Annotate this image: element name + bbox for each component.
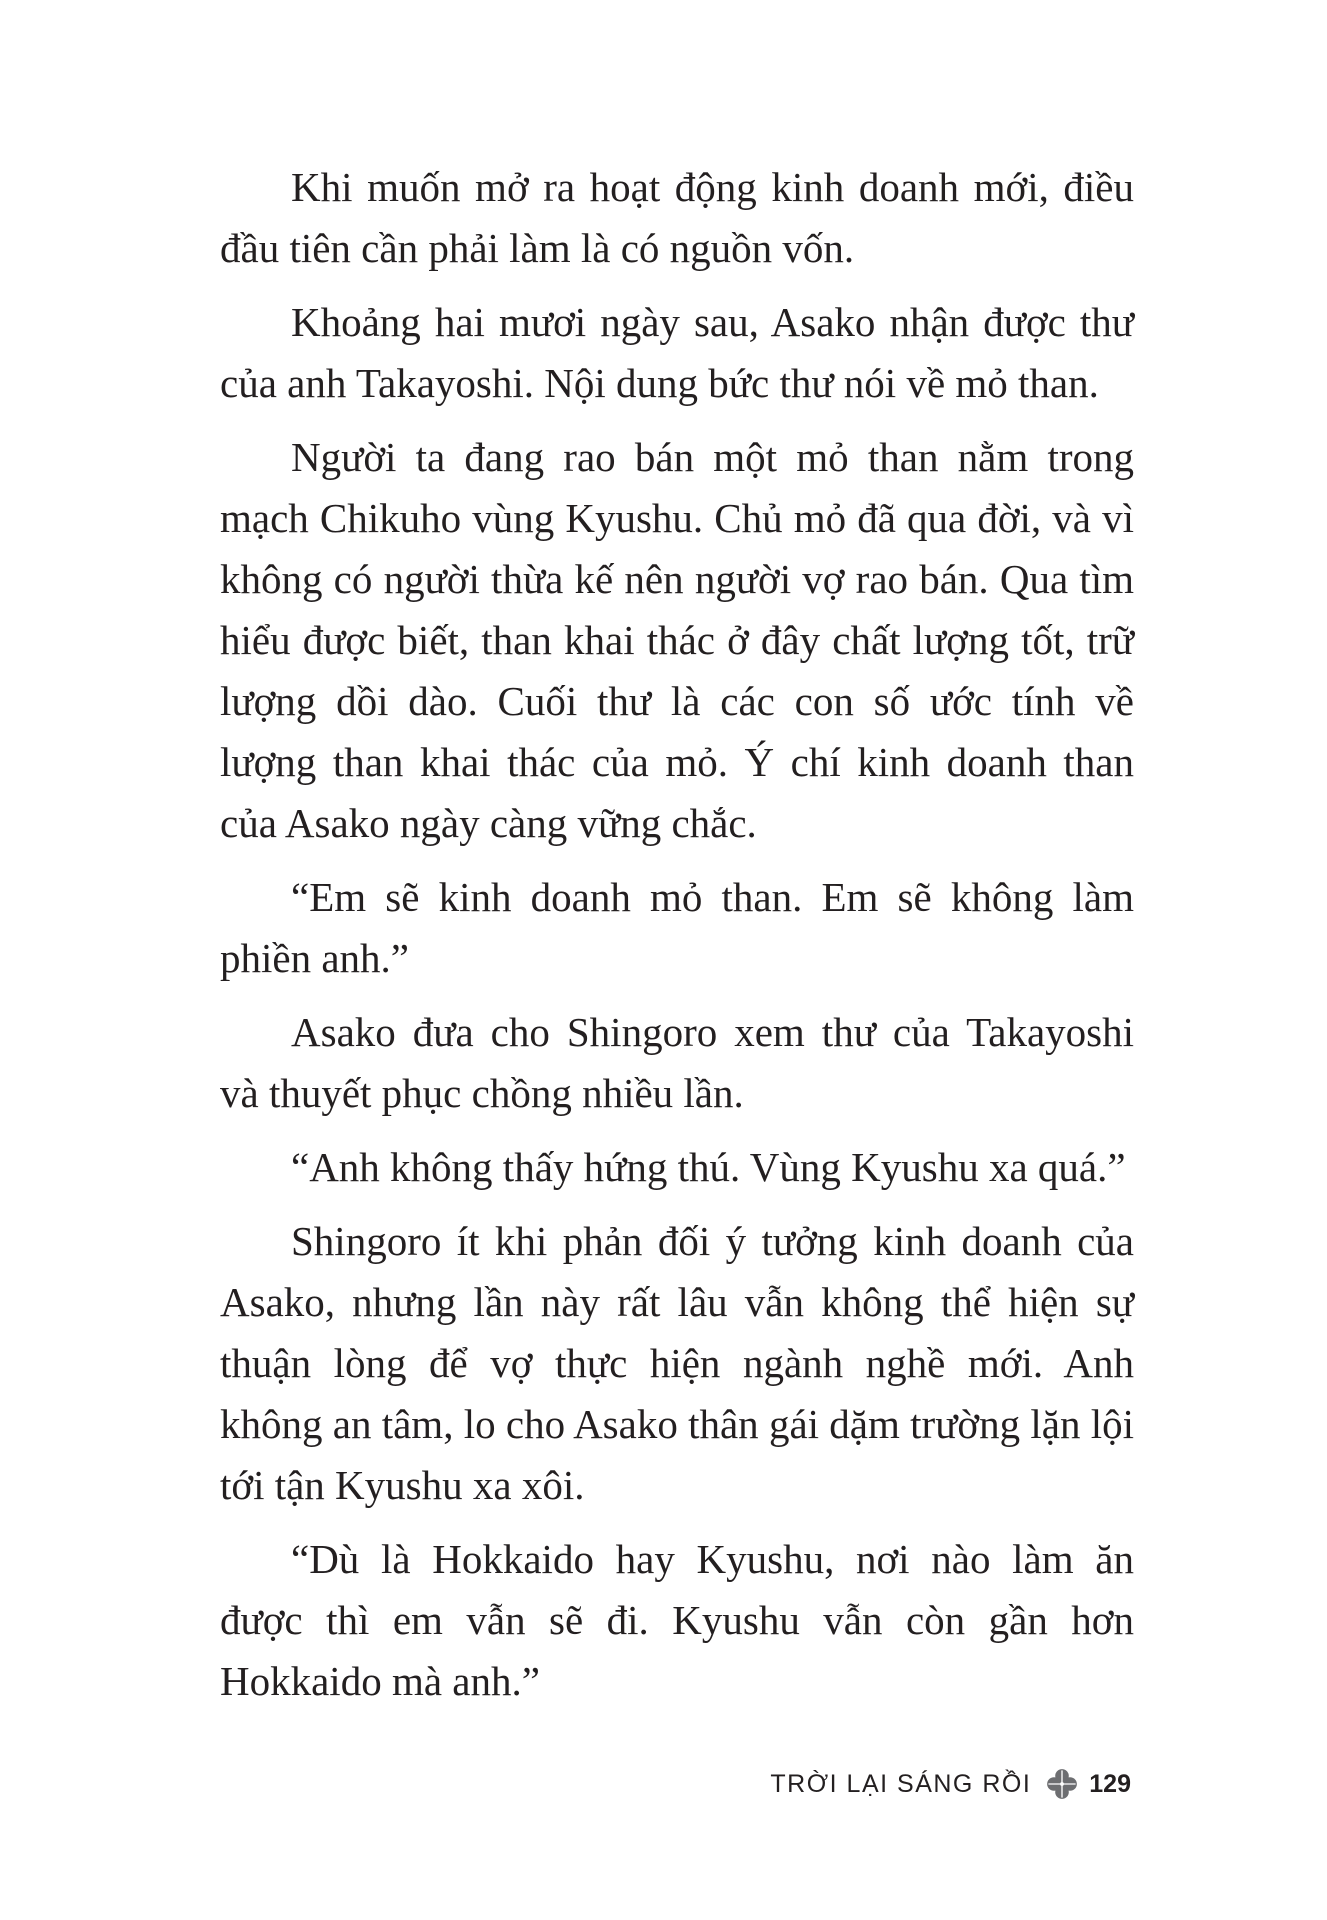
paragraph-2: Khoảng hai mươi ngày sau, Asako nhận được thư của anh Takayoshi. Nội dung bức thư nói về mỏ than. bbox=[220, 299, 1134, 406]
paragraph-3: Người ta đang rao bán một mỏ than nằm trong mạch Chikuho vùng Kyushu. Chủ mỏ đã qua đời, và vì không có người thừa kế nên người vợ rao bán. Qua tìm hiểu được biết, than khai thác ở đây chất lượng tốt, trữ lượng dồi dào. Cuối thư là các con số ước tính về lượng than khai thác của mỏ. Ý chí kinh doanh than của Asako ngày càng vững chắc. bbox=[220, 434, 1134, 846]
running-title: TRỜI LẠI SÁNG RỒI bbox=[770, 1769, 1032, 1798]
paragraph-7: Shingoro ít khi phản đối ý tưởng kinh doanh của Asako, nhưng lần này rất lâu vẫn không thể hiện sự thuận lòng để vợ thực hiện ngành nghề mới. Anh không an tâm, lo cho Asako thân gái dặm trường lặn lội tới tận Kyushu xa xôi. bbox=[220, 1218, 1134, 1508]
paragraph-8: “Dù là Hokkaido hay Kyushu, nơi nào làm ăn được thì em vẫn sẽ đi. Kyushu vẫn còn gần hơn Hokkaido mà anh.” bbox=[220, 1536, 1134, 1704]
paragraph-6: “Anh không thấy hứng thú. Vùng Kyushu xa quá.” bbox=[291, 1144, 1126, 1190]
paragraph-5: Asako đưa cho Shingoro xem thư của Takayoshi và thuyết phục chồng nhiều lần. bbox=[220, 1009, 1134, 1116]
clover-icon bbox=[1045, 1767, 1079, 1801]
paragraph-1: Khi muốn mở ra hoạt động kinh doanh mới, điều đầu tiên cần phải làm là có nguồn vốn. bbox=[220, 164, 1134, 271]
paragraph-4: “Em sẽ kinh doanh mỏ than. Em sẽ không làm phiền anh.” bbox=[220, 874, 1134, 981]
page-footer bbox=[770, 1764, 1131, 1804]
body-text bbox=[220, 157, 1134, 1725]
page-number: 129 bbox=[1089, 1769, 1131, 1798]
